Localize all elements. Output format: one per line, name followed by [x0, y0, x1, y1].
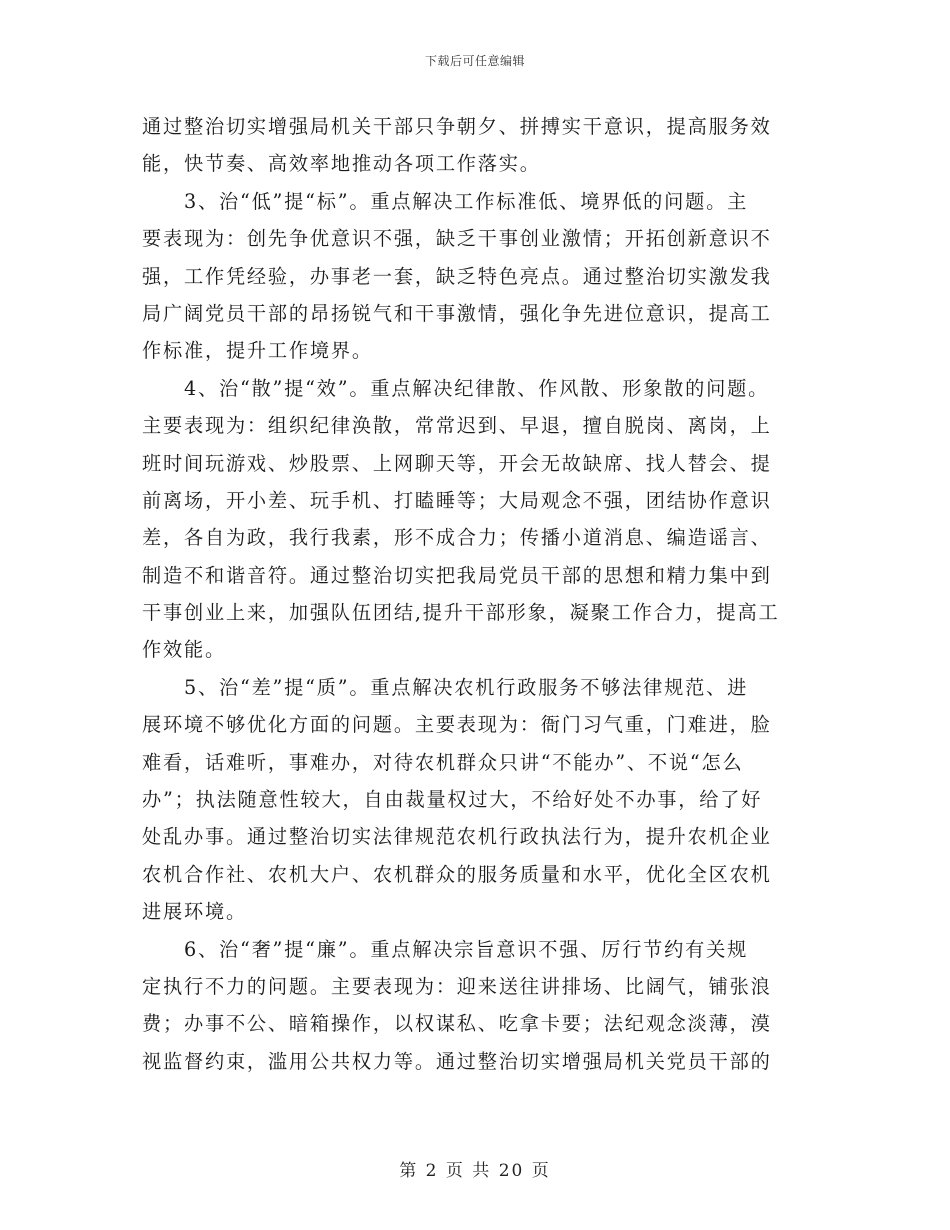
paragraph-continuation: [142, 108, 822, 183]
text-line: 主要表现为：组织纪律涣散，常常迟到、早退，擅自脱岗、离岗，上: [142, 414, 772, 438]
paragraph-item-6: [142, 931, 822, 1081]
text-line: 农机合作社、农机大户、农机群众的服务质量和水平，优化全区农机: [142, 862, 772, 886]
text-line: 班时间玩游戏、炒股票、上网聊天等，开会无故缺席、找人替会、提: [142, 451, 772, 475]
paragraph-item-3: [142, 183, 822, 370]
text-line: 作效能。: [142, 638, 226, 662]
document-body: [142, 108, 822, 1080]
page-header: 下载后可任意编辑: [424, 54, 525, 68]
text-line: 视监督约束，滥用公共权力等。通过整治切实增强局机关党员干部的: [142, 1049, 772, 1073]
text-line: 进展环境。: [142, 900, 247, 924]
text-line: 3、治“低”提“标”。重点解决工作标准低、境界低的问题。主: [142, 189, 749, 213]
paragraph-item-4: [142, 370, 822, 669]
text-line: 前离场，开小差、玩手机、打瞌睡等；大局观念不强，团结协作意识: [142, 488, 772, 512]
text-line: 干事创业上来，加强队伍团结,提升干部形象，凝聚工作合力，提高工: [142, 601, 780, 625]
text-line: 处乱办事。通过整治切实法律规范农机行政执法行为，提升农机企业: [142, 825, 772, 849]
text-line: 展环境不够优化方面的问题。主要表现为：衙门习气重，门难进，脸: [142, 713, 772, 737]
text-line: 制造不和谐音符。通过整治切实把我局党员干部的思想和精力集中到: [142, 563, 772, 587]
paragraph-item-5: [142, 669, 822, 931]
page-number-footer: 第 2 页 共 20 页: [399, 1161, 551, 1181]
text-line: 6、治“奢”提“廉”。重点解决宗旨意识不强、厉行节约有关规: [142, 937, 749, 961]
text-line: 差，各自为政，我行我素，形不成合力；传播小道消息、编造谣言、: [142, 526, 772, 550]
text-line: 难看，话难听，事难办，对待农机群众只讲“不能办”、不说“怎么: [142, 750, 744, 774]
text-line: 通过整治切实增强局机关干部只争朝夕、拼搏实干意识，提高服务效: [142, 115, 772, 138]
text-line: 能，快节奏、高效率地推动各项工作落实。: [142, 152, 541, 176]
text-line: 费；办事不公、暗箱操作，以权谋私、吃拿卡要；法纪观念淡薄，漠: [142, 1012, 772, 1036]
text-line: 要表现为：创先争优意识不强，缺乏干事创业激情；开拓创新意识不: [142, 227, 772, 251]
text-line: 局广阔党员干部的昂扬锐气和干事激情，强化争先进位意识，提高工: [142, 301, 772, 325]
text-line: 办”；执法随意性较大，自由裁量权过大，不给好处不办事，给了好: [142, 788, 763, 812]
text-line: 强，工作凭经验，办事老一套，缺乏特色亮点。通过整治切实激发我: [142, 264, 772, 288]
text-line: 5、治“差”提“质”。重点解决农机行政服务不够法律规范、进: [142, 675, 749, 699]
text-line: 定执行不力的问题。主要表现为：迎来送往讲排场、比阔气，铺张浪: [142, 974, 772, 998]
text-line: 4、治“散”提“效”。重点解决纪律散、作风散、形象散的问题。: [142, 376, 770, 400]
text-line: 作标准，提升工作境界。: [142, 339, 373, 363]
